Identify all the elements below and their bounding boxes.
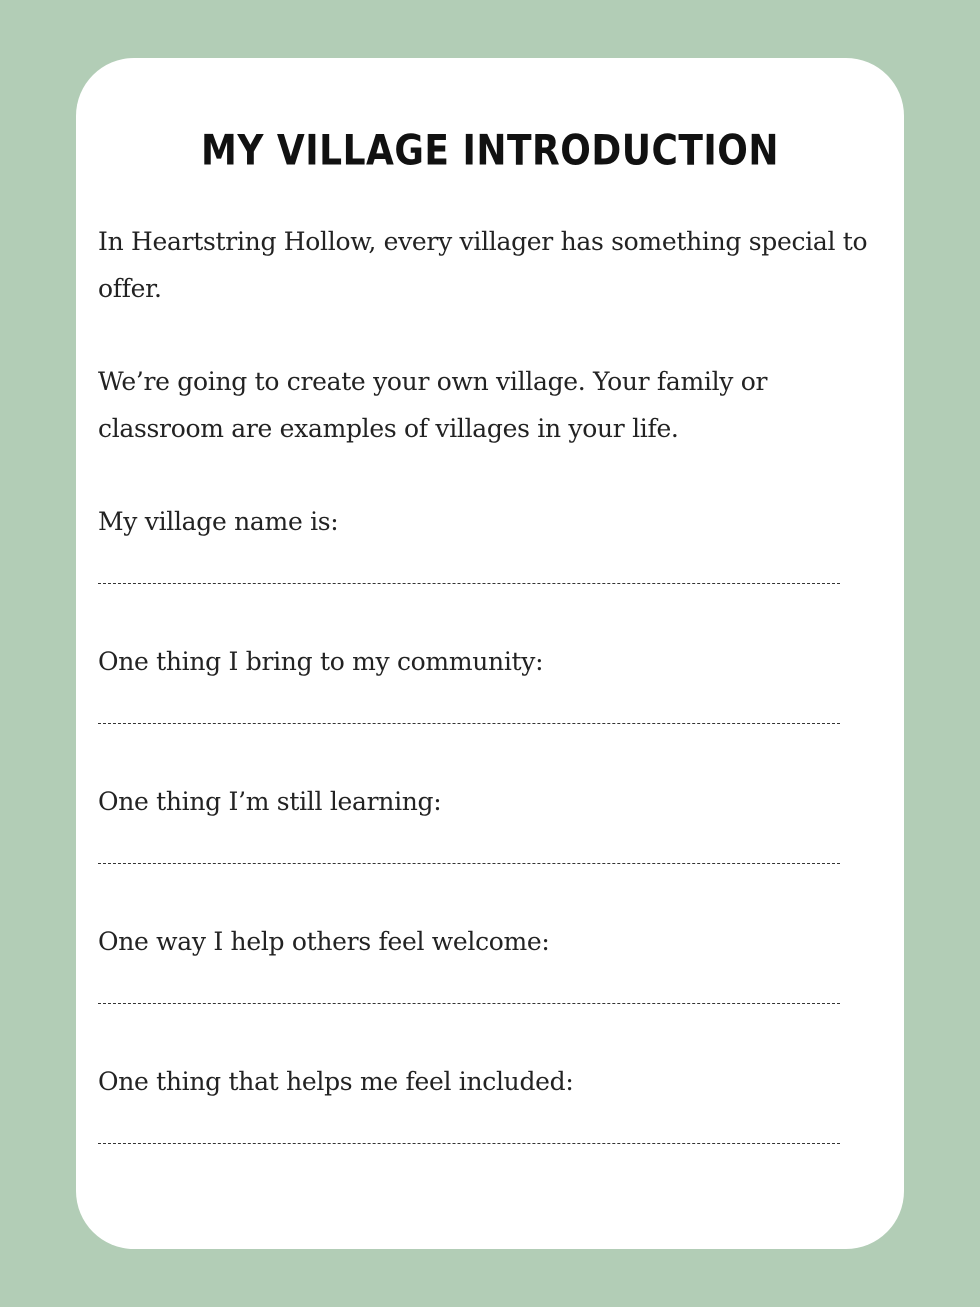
prompt-bring-to-community: One thing I bring to my community: [98, 647, 544, 676]
prompt-feel-included: One thing that helps me feel included: [98, 1067, 574, 1096]
intro-paragraph-1: In Heartstring Hollow, every villager has something special to offer. [98, 227, 868, 303]
worksheet-title: MY VILLAGE INTRODUCTION [201, 126, 779, 176]
prompt-village-name: My village name is: [98, 507, 339, 536]
answer-line-village-name[interactable] [98, 548, 840, 584]
answer-line-feel-included[interactable] [98, 1108, 840, 1144]
answer-line-still-learning[interactable] [98, 828, 840, 864]
answer-line-bring-to-community[interactable] [98, 688, 840, 724]
prompt-help-others-welcome: One way I help others feel welcome: [98, 927, 550, 956]
prompt-still-learning: One thing I’m still learning: [98, 787, 442, 816]
answer-line-help-others-welcome[interactable] [98, 968, 840, 1004]
intro-paragraph-2: We’re going to create your own village. Your family or classroom are examples of villages in your life. [98, 367, 768, 443]
